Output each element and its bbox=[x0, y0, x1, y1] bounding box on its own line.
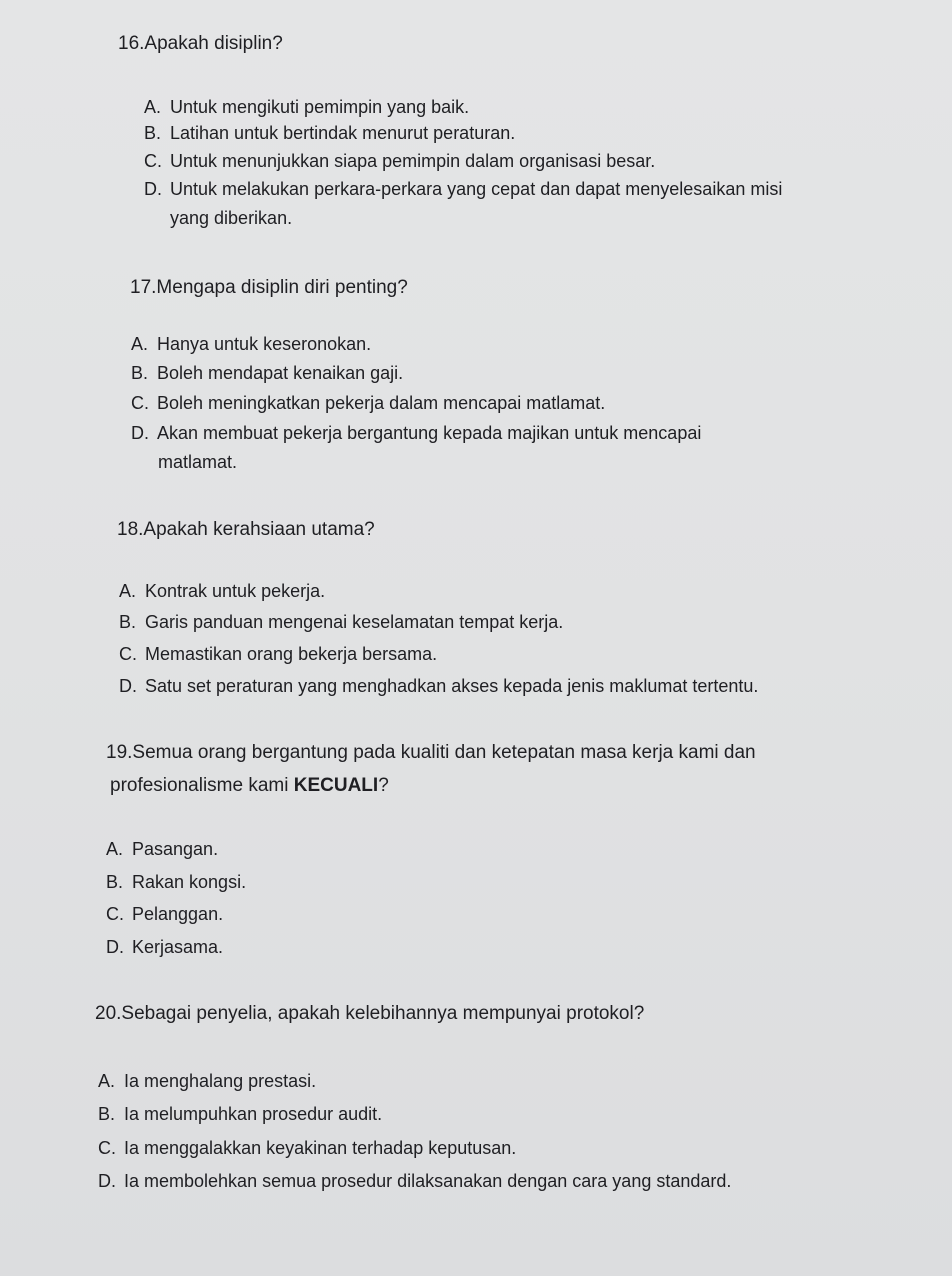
option-16d: D. Untuk melakukan perkara-perkara yang cepat dan dapat menyelesaikan misi bbox=[144, 179, 783, 199]
option-19d: D. Kerjasama. bbox=[106, 937, 224, 957]
option-16a: A. Untuk mengikuti pemimpin yang baik. bbox=[144, 97, 470, 117]
question-20 bbox=[95, 1002, 644, 1026]
question-19-line2: profesionalisme kami KECUALI? bbox=[110, 775, 389, 796]
question-number: 17. bbox=[130, 277, 157, 298]
option-19c: C. Pelanggan. bbox=[106, 904, 224, 924]
option-20c: C. Ia menggalakkan keyakinan terhadap keputusan. bbox=[98, 1138, 517, 1158]
question-text: Apakah kerahsiaan utama? bbox=[143, 519, 375, 540]
emphasis-word: KECUALI bbox=[293, 775, 379, 796]
question-text: Mengapa disiplin diri penting? bbox=[156, 277, 408, 298]
option-16c: C. Untuk menunjukkan siapa pemimpin dalam organisasi besar. bbox=[144, 151, 656, 171]
option-20a: A. Ia menghalang prestasi. bbox=[98, 1071, 317, 1091]
option-20b: B. Ia melumpuhkan prosedur audit. bbox=[98, 1104, 383, 1124]
option-18d: D. Satu set peraturan yang menghadkan akses kepada jenis maklumat tertentu. bbox=[119, 676, 759, 696]
question-16 bbox=[118, 32, 283, 56]
option-18a: A. Kontrak untuk pekerja. bbox=[119, 581, 326, 601]
question-text: Sebagai penyelia, apakah kelebihannya mempunyai protokol? bbox=[121, 1003, 645, 1024]
question-19 bbox=[106, 741, 756, 765]
question-text: Apakah disiplin? bbox=[144, 33, 283, 54]
option-18b: B. Garis panduan mengenai keselamatan tempat kerja. bbox=[119, 612, 564, 632]
question-17 bbox=[130, 276, 408, 300]
option-19a: A. Pasangan. bbox=[106, 839, 219, 859]
option-20d: D. Ia membolehkan semua prosedur dilaksanakan dengan cara yang standard. bbox=[98, 1171, 732, 1191]
question-text-line1: Semua orang bergantung pada kualiti dan ketepatan masa kerja kami dan bbox=[132, 742, 756, 763]
option-16b: B. Latihan untuk bertindak menurut peraturan. bbox=[144, 123, 516, 143]
option-17a: A. Hanya untuk keseronokan. bbox=[131, 334, 372, 354]
option-17d-continuation: matlamat. bbox=[158, 452, 238, 472]
question-number: 19. bbox=[106, 742, 133, 763]
option-18c: C. Memastikan orang bekerja bersama. bbox=[119, 644, 438, 664]
question-18 bbox=[117, 518, 375, 542]
question-number: 16. bbox=[118, 33, 145, 54]
option-17d: D. Akan membuat pekerja bergantung kepada majikan untuk mencapai bbox=[131, 423, 702, 443]
question-number: 18. bbox=[117, 519, 144, 540]
question-number: 20. bbox=[95, 1003, 122, 1024]
option-16d-continuation: yang diberikan. bbox=[170, 208, 293, 228]
option-19b: B. Rakan kongsi. bbox=[106, 872, 247, 892]
option-17b: B. Boleh mendapat kenaikan gaji. bbox=[131, 363, 404, 383]
option-17c: C. Boleh meningkatkan pekerja dalam mencapai matlamat. bbox=[131, 393, 606, 413]
